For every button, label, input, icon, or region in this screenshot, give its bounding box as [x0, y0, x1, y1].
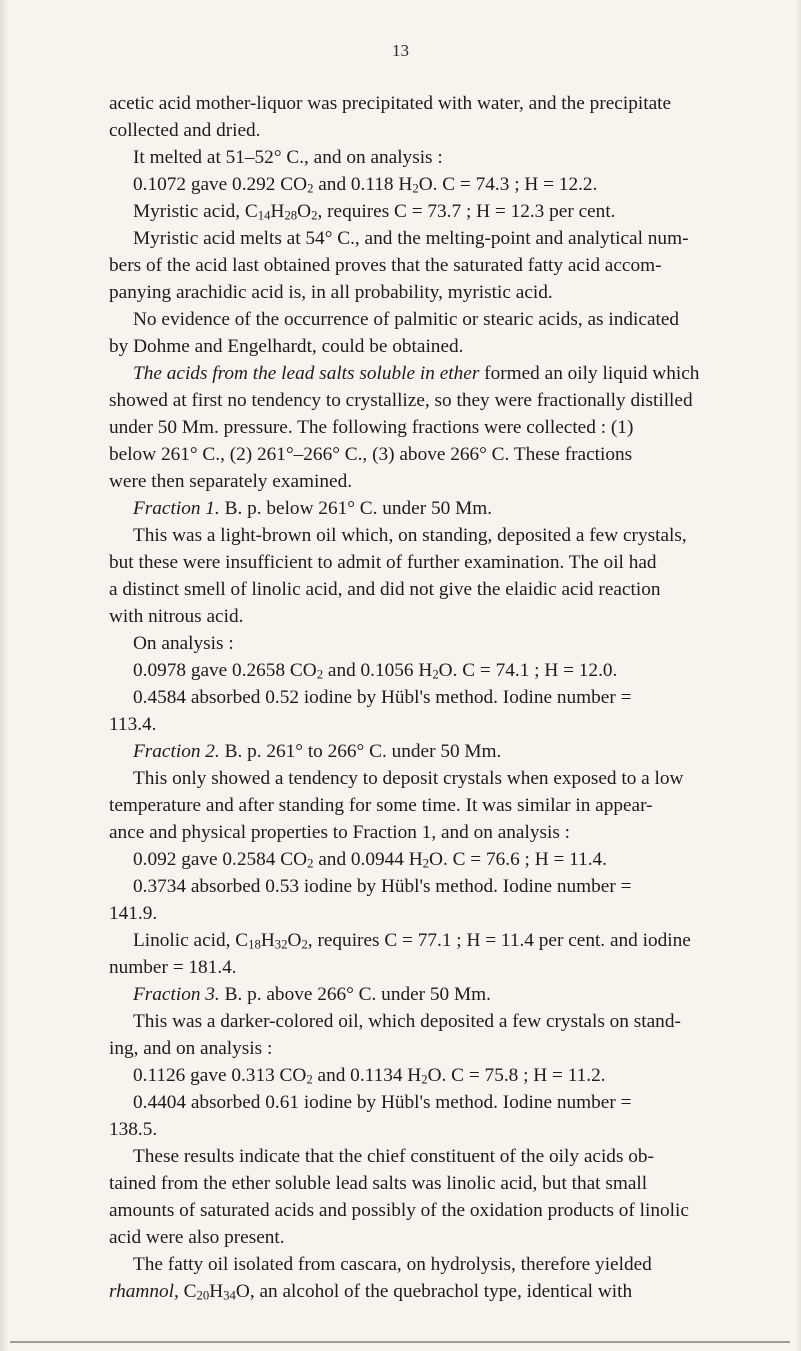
text-line: These results indicate that the chief constituent of the oily acids ob- — [133, 1146, 654, 1167]
text-line: ing, and on analysis : — [109, 1038, 273, 1059]
subscript: 2 — [412, 181, 419, 196]
text-span: and 0.1056 H — [323, 660, 433, 681]
text-line: with nitrous acid. — [109, 606, 244, 627]
subscript: 2 — [307, 181, 314, 196]
text-line: bers of the acid last obtained proves that the saturated fatty acid accom- — [109, 255, 662, 276]
text-span: B. p. 261° to 266° C. under 50 Mm. — [219, 741, 502, 762]
text-span: B. p. above 266° C. under 50 Mm. — [219, 984, 491, 1005]
text-line — [109, 738, 739, 765]
text-span: O — [287, 930, 302, 951]
subscript: 28 — [284, 208, 298, 223]
subscript: 20 — [196, 1288, 210, 1303]
text-line: amounts of saturated acids and possibly of the oxidation products of linolic — [109, 1200, 689, 1221]
text-line: No evidence of the occurrence of palmitic or stearic acids, as indicated — [133, 309, 680, 330]
fraction-heading: Fraction 2. — [133, 741, 220, 762]
text-line: 0.3734 absorbed 0.53 iodine by Hübl's method. Iodine number = — [133, 876, 632, 897]
subscript: 32 — [274, 937, 288, 952]
text-line: acid were also present. — [109, 1227, 285, 1248]
body-text — [109, 90, 739, 1305]
text-line: This only showed a tendency to deposit crystals when exposed to a low — [133, 768, 684, 789]
subscript: 18 — [248, 937, 261, 952]
page-edge-right — [795, 0, 801, 1351]
formula-line — [109, 171, 739, 198]
text-line: but these were insufficient to admit of further examination. The oil had — [109, 552, 657, 573]
formula-line — [109, 198, 739, 225]
text-span: 0.1072 gave 0.292 CO — [133, 174, 308, 195]
text-span: H — [270, 201, 285, 222]
formula-line — [109, 1278, 739, 1305]
text-span: O, an alcohol of the quebrachol type, identical with — [235, 1281, 633, 1302]
text-span: O. C = 74.3 ; H = 12.2. — [418, 174, 598, 195]
text-line: showed at first no tendency to crystallize, so they were fractionally distilled — [109, 390, 693, 411]
formula-line — [109, 927, 739, 954]
text-line: This was a darker-colored oil, which deposited a few crystals on stand- — [133, 1011, 681, 1032]
text-line: 0.4584 absorbed 0.52 iodine by Hübl's method. Iodine number = — [133, 687, 632, 708]
subscript: 2 — [422, 856, 430, 871]
text-span: and 0.0944 H — [313, 849, 423, 870]
bottom-rule — [10, 1341, 790, 1343]
text-span: , requires C = 77.1 ; H = 11.4 per cent. and iodine — [307, 930, 691, 951]
italic-heading: The acids from the lead salts soluble in ether — [133, 363, 480, 384]
formula-line — [109, 1062, 739, 1089]
text-line: ance and physical properties to Fraction 1, and on analysis : — [109, 822, 571, 843]
text-line: The fatty oil isolated from cascara, on hydrolysis, therefore yielded — [133, 1254, 652, 1275]
text-span: 0.0978 gave 0.2658 CO — [133, 660, 317, 681]
text-line — [109, 981, 739, 1008]
text-line: tained from the ether soluble lead salts was linolic acid, but that small — [109, 1173, 648, 1194]
text-line: temperature and after standing for some time. It was similar in appear- — [109, 795, 653, 816]
text-span: and 0.1134 H — [312, 1065, 422, 1086]
text-span: B. p. below 261° C. under 50 Mm. — [219, 498, 493, 519]
subscript: 2 — [421, 1072, 428, 1087]
text-line — [109, 360, 739, 387]
text-span: 0.092 gave 0.2584 CO — [133, 849, 308, 870]
page-number: 13 — [392, 41, 409, 60]
text-span: 0.1126 gave 0.313 CO — [133, 1065, 307, 1086]
text-line — [109, 495, 739, 522]
text-line: Myristic acid melts at 54° C., and the melting-point and analytical num- — [133, 228, 689, 249]
text-line: This was a light-brown oil which, on standing, deposited a few crystals, — [133, 525, 687, 546]
formula-line — [109, 657, 739, 684]
text-span: O. C = 74.1 ; H = 12.0. — [438, 660, 618, 681]
subscript: 2 — [307, 856, 314, 871]
italic-term: rhamnol, — [109, 1281, 179, 1302]
text-line: panying arachidic acid is, in all probability, myristic acid. — [109, 282, 553, 303]
subscript: 2 — [311, 208, 318, 223]
text-line: under 50 Mm. pressure. The following fractions were collected : (1) — [109, 417, 634, 438]
text-span: O. C = 75.8 ; H = 11.2. — [427, 1065, 606, 1086]
text-line: 113.4. — [109, 714, 157, 735]
text-span: H — [260, 930, 275, 951]
text-line: below 261° C., (2) 261°–266° C., (3) above 266° C. These fractions — [109, 444, 633, 465]
subscript: 2 — [306, 1072, 313, 1087]
subscript: 14 — [257, 208, 271, 223]
text-line: 0.4404 absorbed 0.61 iodine by Hübl's method. Iodine number = — [133, 1092, 632, 1113]
text-line: number = 181.4. — [109, 957, 237, 978]
text-line: collected and dried. — [109, 120, 261, 141]
text-span: formed an oily liquid which — [479, 363, 700, 384]
text-line: It melted at 51–52° C., and on analysis : — [133, 147, 443, 168]
text-span: Linolic acid, C — [133, 930, 249, 951]
text-line: a distinct smell of linolic acid, and did not give the elaidic acid reaction — [109, 579, 661, 600]
text-line: were then separately examined. — [109, 471, 353, 492]
text-span: O — [297, 201, 312, 222]
subscript: 2 — [316, 667, 324, 682]
text-span: Myristic acid, C — [133, 201, 258, 222]
subscript: 34 — [223, 1288, 236, 1303]
page-edge-left — [0, 0, 8, 1351]
text-line: 138.5. — [109, 1119, 158, 1140]
text-span: , requires C = 73.7 ; H = 12.3 per cent. — [317, 201, 616, 222]
text-span: and 0.118 H — [313, 174, 413, 195]
text-line: by Dohme and Engelhardt, could be obtained. — [109, 336, 464, 357]
text-line: On analysis : — [133, 633, 234, 654]
text-span: O. C = 76.6 ; H = 11.4. — [429, 849, 607, 870]
text-span: H — [209, 1281, 224, 1302]
text-line: acetic acid mother-liquor was precipitated with water, and the precipitate — [109, 93, 672, 114]
subscript: 2 — [301, 937, 308, 952]
text-line: 141.9. — [109, 903, 158, 924]
formula-line — [109, 846, 739, 873]
text-span: C — [178, 1281, 197, 1302]
fraction-heading: Fraction 3. — [133, 984, 220, 1005]
fraction-heading: Fraction 1. — [133, 498, 220, 519]
subscript: 2 — [432, 667, 439, 682]
